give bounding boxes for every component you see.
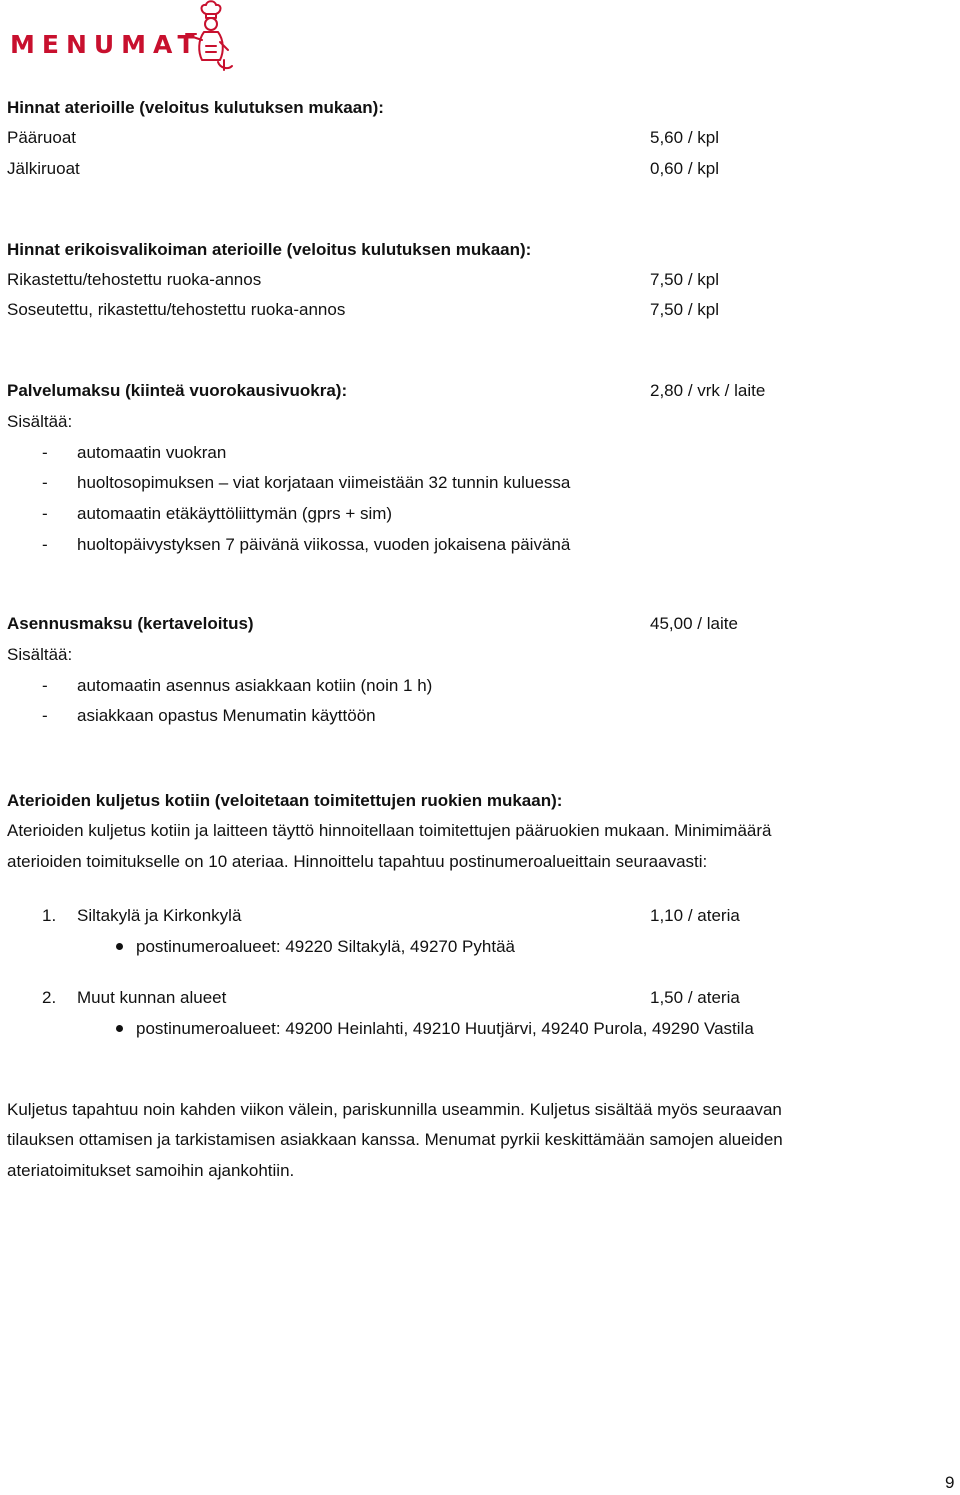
service-fee-includes-label: Sisältää: <box>7 412 73 431</box>
meal-label-dessert: Jälkiruoat <box>7 159 80 178</box>
zone-price: 1,50 / ateria <box>650 988 740 1007</box>
list-dash: - <box>42 535 48 554</box>
list-dash: - <box>42 504 48 523</box>
install-fee-heading: Asennusmaksu (kertaveloitus) <box>7 614 254 633</box>
service-fee-heading: Palvelumaksu (kiinteä vuorokausivuokra): <box>7 381 348 400</box>
service-item: huoltosopimuksen – viat korjataan viimeistään 32 tunnin kuluessa <box>77 473 571 492</box>
closing-paragraph-line: ateriatoimitukset samoihin ajankohtiin. <box>7 1161 295 1180</box>
install-item: automaatin asennus asiakkaan kotiin (noin 1 h) <box>77 676 433 695</box>
service-item: automaatin etäkäyttöliittymän (gprs + sim) <box>77 504 393 523</box>
delivery-paragraph-line: aterioiden toimitukselle on 10 ateriaa. Hinnoittelu tapahtuu postinumeroalueittain seuraavasti: <box>7 852 708 871</box>
list-dash: - <box>42 473 48 492</box>
special-label-pureed: Soseutettu, rikastettu/tehostettu ruoka-annos <box>7 300 346 319</box>
delivery-paragraph-line: Aterioiden kuljetus kotiin ja laitteen täyttö hinnoitellaan toimitettujen pääruokien mukaan. Minimimäärä <box>7 821 772 840</box>
chef-mascot-icon <box>184 0 240 72</box>
service-item: huoltopäivystyksen 7 päivänä viikossa, vuoden jokaisena päivänä <box>77 535 571 554</box>
install-item: asiakkaan opastus Menumatin käyttöön <box>77 706 376 725</box>
page-number: 9 <box>945 1473 955 1492</box>
list-dash: - <box>42 676 48 695</box>
zone-number: 2. <box>42 988 57 1007</box>
meal-price-dessert: 0,60 / kpl <box>650 159 720 178</box>
special-label-enriched: Rikastettu/tehostettu ruoka-annos <box>7 270 262 289</box>
bullet-icon <box>116 1025 123 1032</box>
zone-name: Siltakylä ja Kirkonkylä <box>77 906 242 925</box>
zone-name: Muut kunnan alueet <box>77 988 227 1007</box>
zone-detail: postinumeroalueet: 49220 Siltakylä, 49270 Pyhtää <box>136 937 515 956</box>
special-price-enriched: 7,50 / kpl <box>650 270 720 289</box>
delivery-heading: Aterioiden kuljetus kotiin (veloitetaan toimitettujen ruokien mukaan): <box>7 791 563 810</box>
install-fee-price: 45,00 / laite <box>650 614 738 633</box>
zone-price: 1,10 / ateria <box>650 906 740 925</box>
meal-price-main: 5,60 / kpl <box>650 128 720 147</box>
zone-number: 1. <box>42 906 57 925</box>
service-fee-price: 2,80 / vrk / laite <box>650 381 766 400</box>
special-heading: Hinnat erikoisvalikoiman aterioille (veloitus kulutuksen mukaan): <box>7 240 532 259</box>
special-price-pureed: 7,50 / kpl <box>650 300 720 319</box>
service-item: automaatin vuokran <box>77 443 227 462</box>
install-fee-includes-label: Sisältää: <box>7 645 73 664</box>
logo-wordmark: MENUMAT <box>10 30 202 59</box>
zone-detail: postinumeroalueet: 49200 Heinlahti, 49210 Huutjärvi, 49240 Purola, 49290 Vastila <box>136 1019 754 1038</box>
bullet-icon <box>116 943 123 950</box>
meals-heading: Hinnat aterioille (veloitus kulutuksen mukaan): <box>7 98 384 117</box>
meal-label-main: Pääruoat <box>7 128 76 147</box>
menumat-logo <box>4 0 240 72</box>
closing-paragraph-line: tilauksen ottamisen ja tarkistamisen asiakkaan kanssa. Menumat pyrkii keskittämään samojen alueiden <box>7 1130 783 1149</box>
closing-paragraph-line: Kuljetus tapahtuu noin kahden viikon välein, pariskunnilla useammin. Kuljetus sisältää myös seuraavan <box>7 1100 782 1119</box>
list-dash: - <box>42 706 48 725</box>
list-dash: - <box>42 443 48 462</box>
